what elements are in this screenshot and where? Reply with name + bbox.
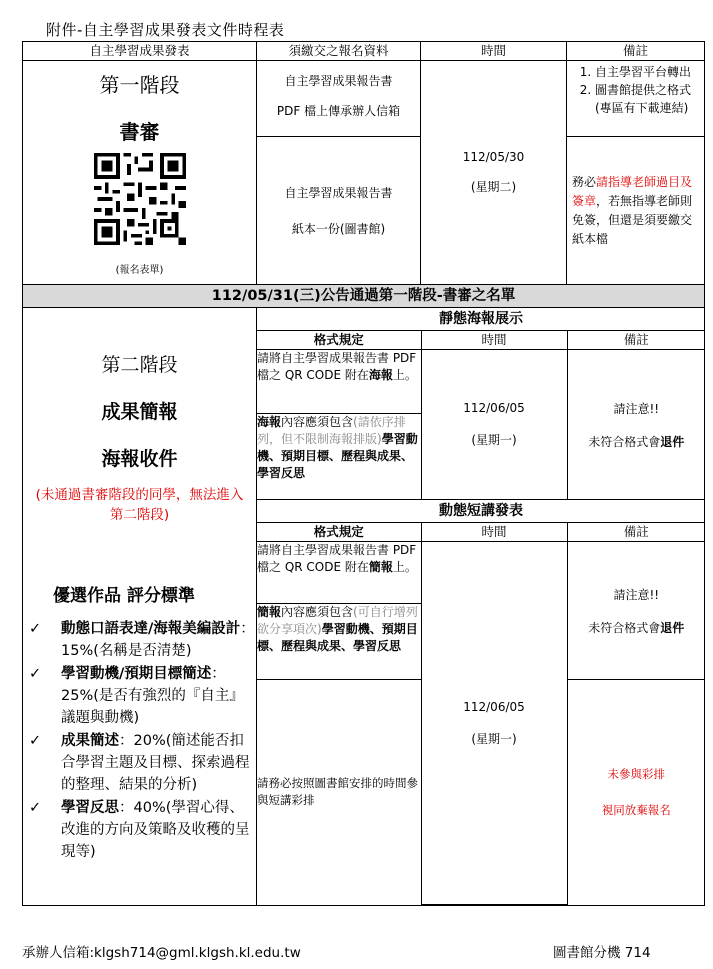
stage1-format-list xyxy=(567,63,704,99)
talk-rehearsal-requirement: 請務必按照圖書館安排的時間參與短講彩排 xyxy=(257,680,421,905)
criteria-head: 學習動機/預期目標簡述 xyxy=(61,666,212,682)
criteria-tail: ：20%(簡述能否扣合學習主題及目標、探索過程的整理、結果的分析) xyxy=(61,733,250,793)
signature-note-pre: 務必 xyxy=(572,174,597,189)
talk-header-time: 時間 xyxy=(421,523,567,542)
stage1-paper-line1: 自主學習成果報告書 xyxy=(284,186,393,200)
poster-header-time: 時間 xyxy=(421,331,567,350)
contact-email: 承辦人信箱:klgsh714@gml.klgsh.kl.edu.tw xyxy=(22,945,301,961)
stage1-paper-line2: 紙本一份(圖書館) xyxy=(291,222,386,236)
talk-forfeit-note: 視同放棄報名 xyxy=(601,803,671,818)
talk-note-reject xyxy=(568,619,706,636)
poster-req2-gray: (請依序排列，但不限制海報排版) xyxy=(257,415,406,446)
signature-note-red: 請指導老師過目及簽章 xyxy=(572,174,693,208)
stage1-row-pdf xyxy=(23,61,705,137)
format-note-item: 1. 自主學習平台轉出 xyxy=(595,63,704,81)
stage1-weekday: (星期二) xyxy=(470,180,517,194)
download-link-hint: (專區有下載連結) xyxy=(595,101,689,115)
stage1-pdf-line2: PDF 檔上傳承辦人信箱 xyxy=(276,104,401,118)
document-title: 附件-自主學習成果發表文件時程表 xyxy=(46,21,285,39)
check-icon: ✓ xyxy=(29,733,42,749)
poster-req2-items: 學習動機、預期目標、歷程與成果、學習反思 xyxy=(257,432,418,480)
qr-caption: (報名表單) xyxy=(115,265,164,276)
talk-req1-end: 上。 xyxy=(392,560,417,574)
stage1-paper-cell xyxy=(257,137,421,285)
criteria-list xyxy=(23,618,256,863)
poster-weekday: (星期一) xyxy=(471,433,517,447)
criteria-item xyxy=(27,618,256,662)
stage1-signature-note-cell xyxy=(567,137,705,285)
poster-req2-text: 內容應須包含 xyxy=(281,415,354,429)
check-icon: ✓ xyxy=(29,800,42,816)
criteria-title: 優選作品 評分標準 xyxy=(53,586,195,606)
poster-req1-bold: 海報 xyxy=(368,368,393,382)
poster-req1-end: 上。 xyxy=(392,368,417,382)
stage2-presentation: 成果簡報 xyxy=(101,401,178,423)
poster-reject-text: 未符合格式會 xyxy=(588,434,661,449)
talk-req1-bold: 簡報 xyxy=(368,560,393,574)
stage1-name: 第一階段 xyxy=(99,73,180,97)
talk-weekday: (星期一) xyxy=(471,731,517,746)
stage1-cell xyxy=(23,61,257,285)
talk-rehearsal-note: 未參與彩排 xyxy=(607,767,665,782)
stage1-format-note-cell xyxy=(567,61,705,137)
poster-header-format: 格式規定 xyxy=(257,331,421,350)
poster-reject-bold: 退件 xyxy=(660,434,685,449)
poster-note-attention: 請注意!! xyxy=(613,401,660,416)
poster-req1-text: 請將自主學習成果報告書 PDF 檔之 QR CODE 附在 xyxy=(257,351,417,382)
header-notes: 備註 xyxy=(567,42,705,61)
talk-header-notes: 備註 xyxy=(567,523,705,542)
announcement-row xyxy=(23,285,705,308)
stage2-cell xyxy=(23,308,257,906)
talk-note-cell xyxy=(567,542,705,680)
poster-note-reject xyxy=(568,433,706,450)
criteria-tail: ：40%(學習心得、改進的方向及策略及收穫的呈現等) xyxy=(61,800,250,860)
talk-req2-gray: (可自行增列欲分享項次) xyxy=(257,605,418,636)
stage1-type: 書審 xyxy=(119,120,160,144)
talk-content-requirement xyxy=(257,604,421,680)
stage1-date: 112/05/30 xyxy=(462,150,525,164)
qr-code-image[interactable] xyxy=(94,153,186,245)
talk-date-cell xyxy=(421,542,567,905)
criteria-tail: ：15%(名稱是否清楚) xyxy=(61,621,255,659)
signature-note xyxy=(567,169,704,253)
stage2-row xyxy=(23,308,705,906)
poster-req2-bold: 海報 xyxy=(257,415,282,429)
schedule-table xyxy=(22,41,705,906)
talk-req1-text: 請將自主學習成果報告書 PDF 檔之 QR CODE 附在 xyxy=(257,543,417,574)
talk-section-title: 動態短講發表 xyxy=(257,500,705,523)
poster-section-title: 靜態海報展示 xyxy=(257,308,705,331)
talk-req2-items: 學習動機、預期目標、歷程與成果、學習反思 xyxy=(257,622,418,653)
talk-qr-requirement xyxy=(257,542,421,604)
poster-content-requirement xyxy=(257,414,421,500)
header-stage: 自主學習成果發表 xyxy=(23,42,257,61)
format-note-item: 2. 圖書館提供之格式 xyxy=(595,81,704,99)
criteria-item xyxy=(27,797,256,863)
criteria-item xyxy=(27,663,256,729)
talk-date: 112/06/05 xyxy=(463,699,525,714)
criteria-head: 動態口語表達/海報美編設計 xyxy=(61,621,241,637)
stage2-warning: (未通過書審階段的同學，無法進入第二階段) xyxy=(35,487,244,523)
check-icon: ✓ xyxy=(29,621,42,637)
announcement-band: 112/05/31(三)公告通過第一階段-書審之名單 xyxy=(23,285,705,308)
header-materials: 須繳交之報名資料 xyxy=(257,42,421,61)
library-extension: 圖書館分機 714 xyxy=(553,945,651,961)
check-icon: ✓ xyxy=(29,666,42,682)
talk-reject-bold: 退件 xyxy=(660,620,685,635)
criteria-item xyxy=(27,730,256,796)
poster-date-cell xyxy=(421,350,567,500)
talk-reject-text: 未符合格式會 xyxy=(588,620,661,635)
poster-header-notes: 備註 xyxy=(567,331,705,350)
stage1-pdf-line1: 自主學習成果報告書 xyxy=(284,74,393,88)
talk-req2-bold: 簡報 xyxy=(257,605,282,619)
stage2-name: 第二階段 xyxy=(101,354,178,376)
poster-date: 112/06/05 xyxy=(463,401,525,415)
stage2-poster: 海報收件 xyxy=(101,448,178,470)
header-time: 時間 xyxy=(421,42,567,61)
talk-header-format: 格式規定 xyxy=(257,523,421,542)
stage2-details-cell xyxy=(257,308,705,906)
poster-qr-requirement xyxy=(257,350,421,414)
talk-req2-text: 內容應須包含 xyxy=(281,605,354,619)
stage1-pdf-cell xyxy=(257,61,421,137)
criteria-tail: ：25%(是否有強烈的『自主』議題與動機) xyxy=(61,666,244,726)
criteria-head: 學習反思 xyxy=(61,800,119,816)
stage1-date-cell xyxy=(421,61,567,285)
criteria-head: 成果簡述 xyxy=(61,733,119,749)
signature-note-post: ，若無指導老師則免簽，但還是須要繳交紙本檔 xyxy=(572,193,693,246)
stage2-inner-table xyxy=(257,308,705,905)
talk-note-attention: 請注意!! xyxy=(613,587,660,602)
table-header-row xyxy=(23,42,705,61)
talk-rehearsal-note-cell xyxy=(567,680,705,905)
poster-note-cell xyxy=(567,350,705,500)
